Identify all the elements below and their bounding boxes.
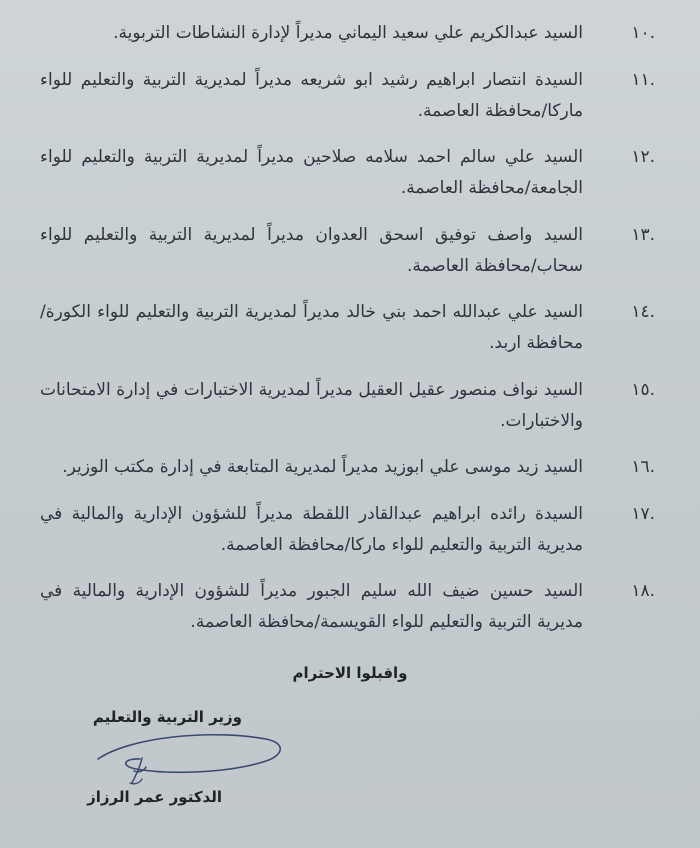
appointment-item — [40, 65, 655, 127]
signature-image — [90, 725, 290, 790]
item-number: .١٣ — [631, 224, 655, 245]
appointment-item — [40, 220, 655, 282]
item-text: السيد علي عبدالله احمد بني خالد مديراً لمديرية التربية والتعليم للواء الكورة/محافظة اربد. — [40, 302, 583, 353]
appointment-item — [40, 297, 655, 359]
appointment-item — [40, 375, 655, 437]
item-number: .١٤ — [631, 302, 655, 322]
appointment-item — [40, 452, 655, 483]
item-number: .١١ — [631, 69, 655, 90]
item-text: السيد حسين ضيف الله سليم الجبور مديراً للشؤون الإدارية والمالية في مديرية التربية والتعليم للواء القويسمة/محافظة العاصمة. — [40, 581, 583, 632]
item-number: .١٨ — [631, 581, 655, 601]
appointment-item — [40, 18, 655, 49]
item-text: السيد زيد موسى علي ابوزيد مديراً لمديرية المتابعة في إدارة مكتب الوزير. — [62, 457, 583, 477]
item-text: السيد نواف منصور عقيل العقيل مديراً لمديرية الاختبارات في إدارة الامتحانات والاختبارات. — [40, 379, 583, 431]
item-text: السيد عبدالكريم علي سعيد اليماني مديراً لإدارة النشاطات التربوية. — [113, 23, 583, 43]
minister-name: الدكتور عمر الرزاز — [87, 788, 222, 806]
closing-salutation: واقبلوا الاحترام — [292, 664, 408, 682]
item-number: .١٦ — [631, 457, 655, 477]
item-text: السيد علي سالم احمد سلامه صلاحين مديراً لمديرية التربية والتعليم للواء الجامعة/محافظة العاصمة. — [40, 147, 583, 198]
appointment-item — [40, 499, 655, 561]
item-number: .١٥ — [631, 379, 655, 400]
item-text: السيدة رائده ابراهيم عبدالقادر اللقطة مديراً للشؤون الإدارية والمالية في مديرية التربية والتعليم للواء ماركا/محافظة العاصمة. — [40, 503, 583, 555]
appointments-list — [40, 18, 655, 654]
item-text: السيدة انتصار ابراهيم رشيد ابو شريعه مديراً لمديرية التربية والتعليم للواء ماركا/محافظة العاصمة. — [40, 69, 583, 121]
item-number: .١٧ — [631, 503, 655, 524]
minister-title: وزير التربية والتعليم — [92, 708, 242, 726]
item-number: .١٠ — [631, 23, 655, 43]
appointment-item — [40, 142, 655, 204]
item-number: .١٢ — [631, 147, 655, 167]
appointment-item — [40, 576, 655, 638]
item-text: السيد واصف توفيق اسحق العدوان مديراً لمديرية التربية والتعليم للواء سحاب/محافظة العاصمة. — [40, 224, 583, 276]
